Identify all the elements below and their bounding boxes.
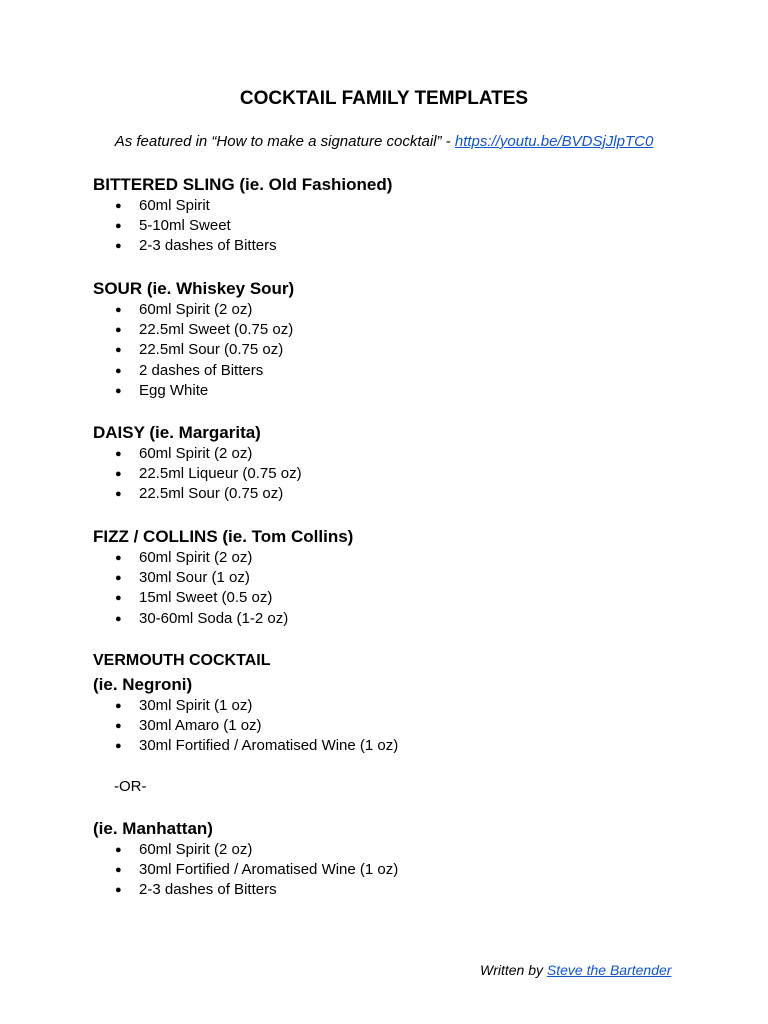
list-item: ● 60ml Spirit (2 oz): [93, 444, 302, 464]
ingredient-list: [93, 196, 392, 257]
section-fizz-collins: [93, 526, 353, 629]
ingredient-list: [93, 444, 302, 505]
section-heading: SOUR (ie. Whiskey Sour): [93, 279, 295, 298]
page-title: COCKTAIL FAMILY TEMPLATES: [239, 88, 529, 109]
subtitle-text: As featured in “How to make a signature cocktail” -: [114, 133, 455, 150]
list-item: ● 2-3 dashes of Bitters: [93, 880, 398, 900]
section-vermouth-cocktail: [93, 650, 398, 757]
list-item: ● 30-60ml Soda (1-2 oz): [93, 609, 353, 629]
section-heading: BITTERED SLING (ie. Old Fashioned): [93, 175, 393, 194]
list-item: ● 15ml Sweet (0.5 oz): [93, 588, 353, 608]
section-daisy: [93, 422, 302, 505]
section-heading: (ie. Manhattan): [93, 819, 213, 838]
footer-text: Written by: [480, 962, 547, 978]
ingredient-list: [93, 696, 398, 757]
list-item: ● 5-10ml Sweet: [93, 216, 392, 236]
list-item: ● 60ml Spirit (2 oz): [93, 300, 294, 320]
or-separator: -OR-: [114, 778, 147, 795]
list-item: ● 2-3 dashes of Bitters: [93, 236, 392, 256]
ingredient-list: [93, 300, 294, 401]
list-item: ● 22.5ml Sour (0.75 oz): [93, 340, 294, 360]
subtitle: [0, 132, 768, 152]
list-item: ● 30ml Sour (1 oz): [93, 568, 353, 588]
section-heading: VERMOUTH COCKTAIL: [93, 652, 271, 669]
section-heading: DAISY (ie. Margarita): [93, 423, 261, 442]
section-bittered-sling: [93, 174, 392, 257]
footer-credit: [480, 960, 671, 980]
section-subheading: (ie. Negroni): [93, 675, 193, 694]
list-item: ● 2 dashes of Bitters: [93, 361, 294, 381]
list-item: ● 30ml Fortified / Aromatised Wine (1 oz): [93, 860, 398, 880]
author-link[interactable]: Steve the Bartender: [546, 962, 672, 978]
list-item: ● Egg White: [93, 381, 294, 401]
list-item: ● 60ml Spirit (2 oz): [93, 840, 398, 860]
list-item: ● 30ml Spirit (1 oz): [93, 696, 398, 716]
list-item: ● 30ml Amaro (1 oz): [93, 716, 398, 736]
ingredient-list: [93, 840, 398, 901]
ingredient-list: [93, 548, 353, 629]
section-heading: FIZZ / COLLINS (ie. Tom Collins): [93, 527, 354, 546]
section-sour: [93, 278, 294, 401]
list-item: ● 30ml Fortified / Aromatised Wine (1 oz): [93, 736, 398, 756]
list-item: ● 60ml Spirit (2 oz): [93, 548, 353, 568]
section-manhattan: [93, 818, 398, 901]
list-item: ● 22.5ml Sour (0.75 oz): [93, 484, 302, 504]
list-item: ● 60ml Spirit: [93, 196, 392, 216]
list-item: ● 22.5ml Sweet (0.75 oz): [93, 320, 294, 340]
list-item: ● 22.5ml Liqueur (0.75 oz): [93, 464, 302, 484]
youtube-link[interactable]: https://youtu.be/BVDSjJlpTC0: [454, 133, 654, 150]
